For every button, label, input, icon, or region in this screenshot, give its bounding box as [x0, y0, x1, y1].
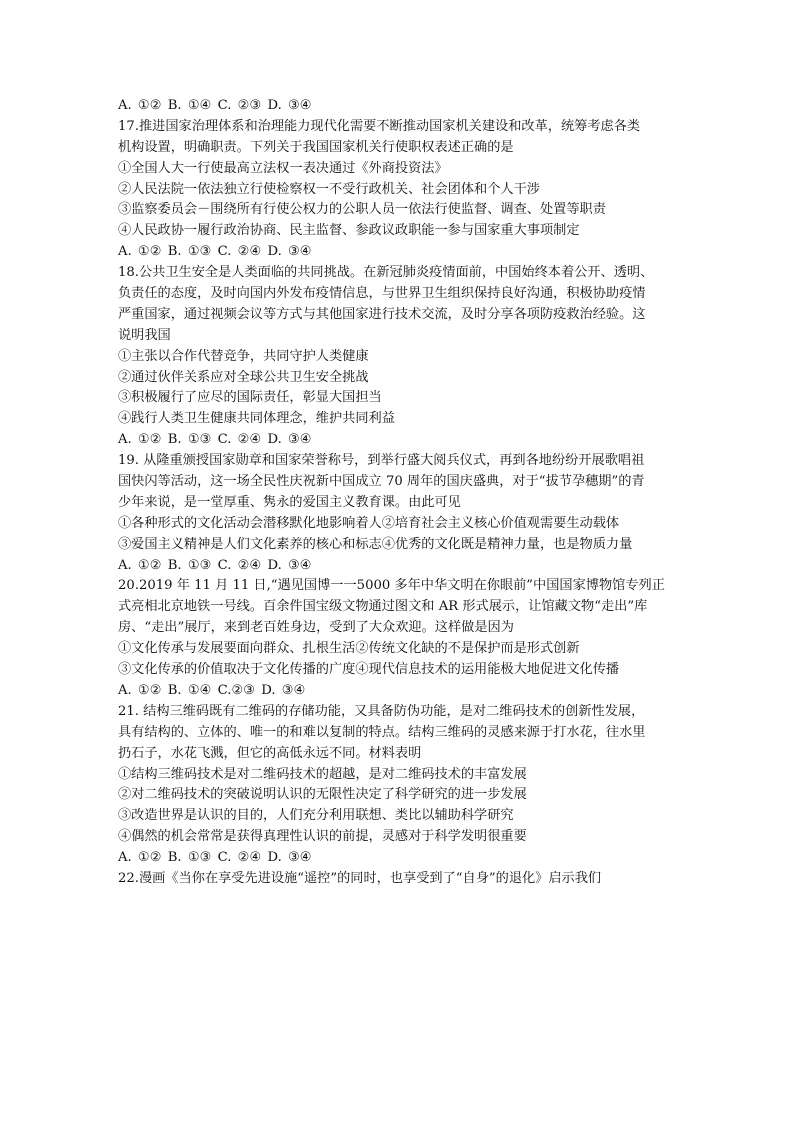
statement-option-line: ①主张以合作代替竞争，共同守护人类健康 — [118, 348, 369, 364]
statement-option-line: ②对二维码技术的突破说明认识的无限性决定了科学研究的进一步发展 — [118, 787, 527, 803]
answer-choices-line: A. ①② B. ①④ C.②③ D. ③④ — [118, 682, 306, 698]
question-stem-line: 严重国家，通过视频会议等方式与其他国家进行技术交流，及时分享各项防疫救治经验。这 — [118, 306, 646, 322]
exam-page — [118, 96, 678, 890]
question-stem-line: 扔石子，水花飞溅，但它的高低永远不同。材料表明 — [118, 745, 422, 761]
statement-option-line: ①各种形式的文化活动会潜移默化地影响着人②培育社会主义核心价值观需要生动载体 — [118, 515, 620, 531]
statement-option-line: ④人民政协一履行政治协商、民主监督、参政议政职能一参与国家重大事项制定 — [118, 223, 580, 239]
question-stem-line: 19. 从隆重颁授国家勋章和国家荣誉称号，到举行盛大阅兵仪式，再到各地纷纷开展歌唱祖 — [118, 453, 645, 469]
question-stem-line: 负责任的态度，及时向国内外发布疫情信息，与世界卫生组织保持良好沟通，积极协助疫情 — [118, 286, 646, 302]
question-stem-line: 22.漫画《当你在享受先进设施“遥控”的同时，也享受到了“自身”的退化》启示我们 — [118, 870, 602, 886]
statement-option-line: ②通过伙伴关系应对全球公共卫生安全挑战 — [118, 369, 369, 385]
question-stem-line: 机构设置，明确职责。下列关于我国国家机关行使职权表述正确的是 — [118, 139, 514, 155]
statement-option-line: ①文化传承与发展要面向群众、扎根生活②传统文化缺的不是保护而是形式创新 — [118, 641, 580, 657]
statement-option-line: ①结构三维码技术是对二维码技术的超越，是对二维码技术的丰富发展 — [118, 766, 527, 782]
statement-option-line: ②人民法院一依法独立行使检察权一不受行政机关、社会团体和个人干涉 — [118, 181, 540, 197]
statement-option-line: ④践行人类卫生健康共同体理念，维护共同利益 — [118, 411, 395, 427]
question-stem-line: 式亮相北京地铁一号线。百余件国宝级文物通过图文和 AR 形式展示，让馆藏文物“走出”库 — [118, 599, 648, 615]
statement-option-line: ①全国人大一行使最高立法权一表决通过《外商投资法》 — [118, 160, 448, 176]
statement-option-line: ③文化传承的价值取决于文化传播的广度④现代信息技术的运用能极大地促进文化传播 — [118, 662, 620, 678]
question-stem-line: 17.推进国家治理体系和治理能力现代化需要不断推动国家机关建设和改革，统筹考虑各类 — [118, 118, 641, 134]
answer-choices-line: A. ①② B. ①③ C. ②④ D. ③④ — [118, 557, 312, 573]
answer-choices-line: A. ①② B. ①③ C. ②④ D. ③④ — [118, 244, 312, 260]
question-stem-line: 说明我国 — [118, 327, 171, 343]
answer-choices-line: A. ①② B. ①③ C. ②④ D. ③④ — [118, 850, 312, 866]
question-stem-line: 具有结构的、立体的、唯一的和难以复制的特点。结构三维码的灵感来源于打水花，往水里 — [118, 724, 646, 740]
statement-option-line: ③监察委员会－围绕所有行使公权力的公职人员一依法行使监督、调查、处置等职责 — [118, 202, 606, 218]
question-stem-line: 国快闪等活动，这一场全民性庆祝新中国成立 70 周年的国庆盛典，对于“拔节孕穗期”的青 — [118, 474, 645, 490]
question-stem-line: 房、“走出”展厅，来到老百姓身边，受到了大众欢迎。这样做是因为 — [118, 620, 514, 636]
question-stem-line: 20.2019 年 11 月 11 日,“遇见国博一一5000 多年中华文明在你眼前”中国国家博物馆专列正 — [118, 578, 665, 594]
statement-option-line: ③爱国主义精神是人们文化素养的核心和标志④优秀的文化既是精神力量，也是物质力量 — [118, 536, 633, 552]
question-stem-line: 21. 结构三维码既有二维码的存储功能，又具备防伪功能，是对二维码技术的创新性发展， — [118, 703, 645, 719]
question-stem-line: 少年来说，是一堂厚重、隽永的爱国主义教育课。由此可见 — [118, 494, 461, 510]
statement-option-line: ③积极履行了应尽的国际责任，彰显大国担当 — [118, 390, 382, 406]
statement-option-line: ④偶然的机会常常是获得真理性认识的前提，灵感对于科学发明很重要 — [118, 829, 527, 845]
answer-choices-line: A. ①② B. ①④ C. ②③ D. ③④ — [118, 98, 312, 113]
statement-option-line: ③改造世界是认识的目的，人们充分利用联想、类比以辅助科学研究 — [118, 808, 514, 824]
answer-choices-line: A. ①② B. ①③ C. ②④ D. ③④ — [118, 432, 312, 448]
question-stem-line: 18.公共卫生安全是人类面临的共同挑战。在新冠肺炎疫情面前，中国始终本着公开、透明、 — [118, 265, 654, 281]
